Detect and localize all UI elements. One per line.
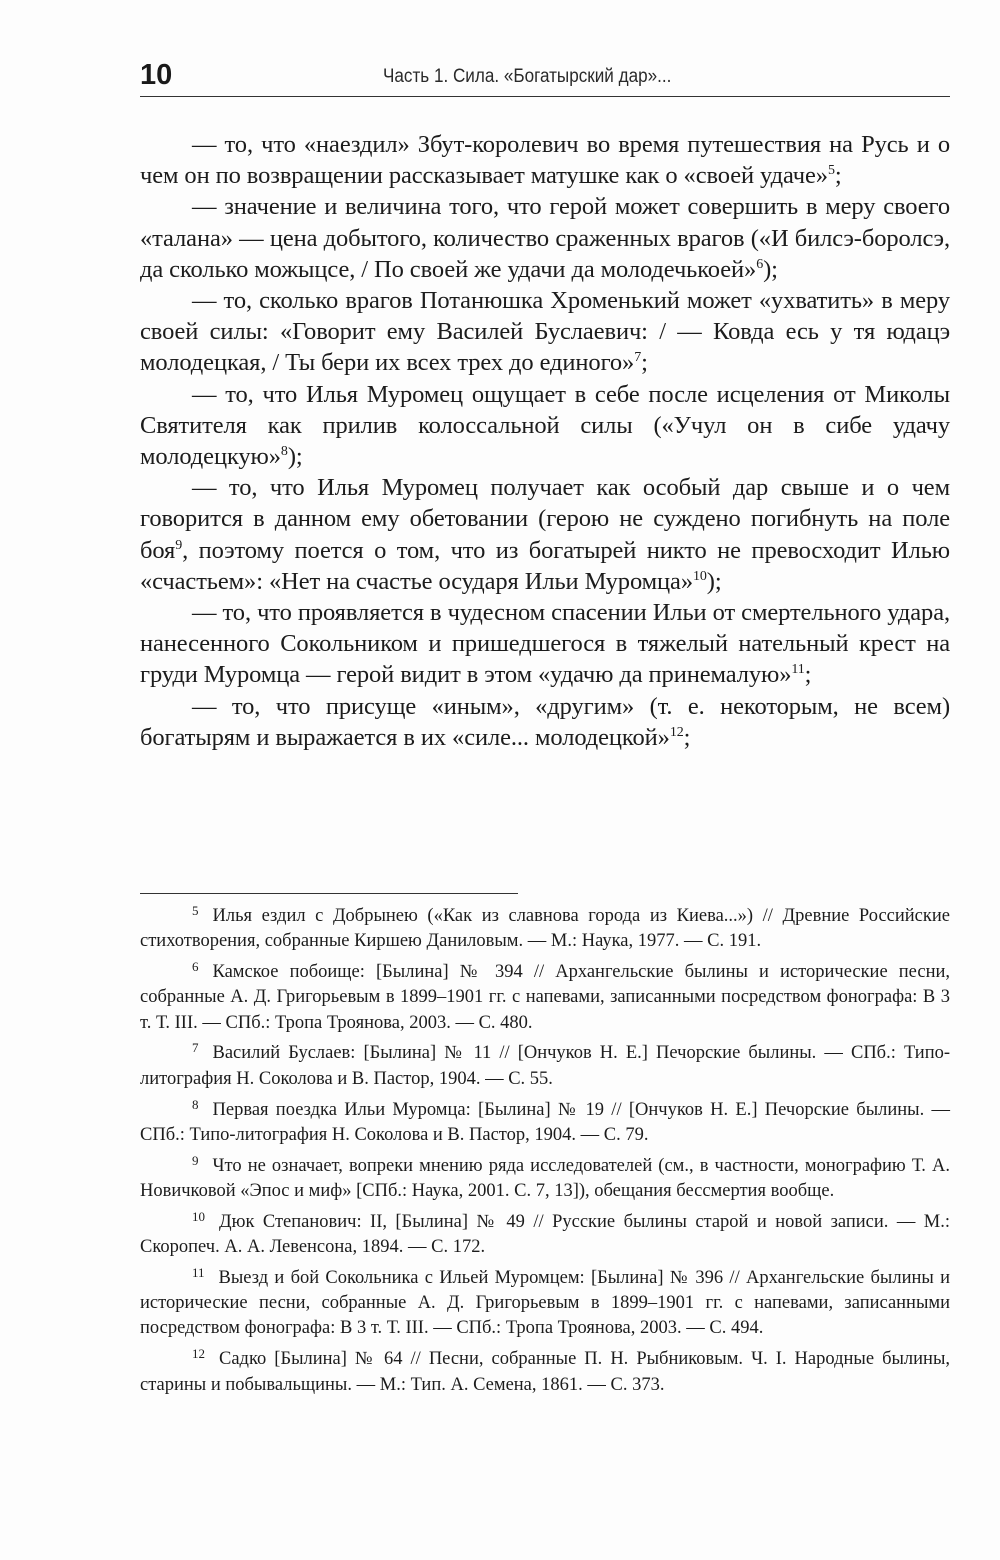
footnote-number: 8 bbox=[192, 1096, 199, 1112]
footnote-number: 6 bbox=[192, 959, 199, 975]
running-head: Часть 1. Сила. «Богатырский дар»... bbox=[383, 66, 672, 87]
body-paragraph: — то, что Илья Муромец получает как особый дар свыше и о чем говорится в данном ему обетовании (герою не суждено погибнуть на поле боя$^9$, поэтому поется о том, что из богатырей никто не превосходит Илью «счастьем»: «Нет на счастье осударя Ильи Муромца»$^{10}$); bbox=[140, 474, 950, 595]
footnote-number: 7 bbox=[192, 1040, 199, 1056]
footnote-number: 10 bbox=[192, 1208, 205, 1224]
footnote-ref: 9 bbox=[175, 537, 183, 553]
footnote bbox=[140, 960, 950, 1036]
footnote-text: Камское побоище: [Былина] № 394 // Архангельские былины и исторические песни, собранные А. Д. Григорьевым в 1899–1901 гг. с напевами, записанными посредством фонографа: В 3 т. Т. III. — СПб.: Тропа Троянова, 2003. — С. 480. bbox=[140, 962, 950, 1033]
footnote bbox=[140, 1347, 950, 1398]
footnote-number: 5 bbox=[192, 903, 199, 918]
footnote bbox=[140, 1098, 950, 1149]
footnote bbox=[140, 904, 950, 955]
body-paragraph: — то, что проявляется в чудесном спасении Ильи от смертельного удара, нанесенного Сокольником и пришедшегося в тяжелый нательный крест на груди Муромца — герой видит в этом «удачю да принемалую»$^{11}$; bbox=[140, 599, 950, 689]
footnote-separator bbox=[140, 893, 518, 894]
main-text bbox=[140, 129, 950, 753]
footnote bbox=[140, 1154, 950, 1205]
footnote-number: 9 bbox=[192, 1152, 199, 1168]
footnote-ref: 7 bbox=[634, 350, 642, 366]
body-paragraph: — то, что «наездил» Збут-королевич во время путешествия на Русь и о чем он по возвращении рассказывает матушке как о «своей удаче»$^5$; bbox=[140, 131, 950, 190]
footnote bbox=[140, 1266, 950, 1342]
footnote-text: Илья ездил с Добрынею («Как из славнова города из Киева...») // Древние Российские стихотворения, собранные Киршею Даниловым. — М.: Наука, 1977. — С. 191. bbox=[140, 906, 950, 952]
page-header bbox=[140, 56, 950, 97]
footnote bbox=[140, 1210, 950, 1261]
footnote-ref: 12 bbox=[669, 724, 684, 740]
footnote-number: 11 bbox=[192, 1264, 205, 1280]
footnote-text: Что не означает, вопреки мнению ряда исследователей (см., в частности, монографию Т. А. Новичковой «Эпос и миф» [СПб.: Наука, 2001. С. 7, 13]), обещания бессмертия вообще. bbox=[140, 1155, 950, 1201]
footnote-ref: 10 bbox=[692, 568, 707, 584]
page-number: 10 bbox=[140, 59, 173, 91]
footnote-text: Садко [Былина] № 64 // Песни, собранные П. Н. Рыбниковым. Ч. I. Народные былины, старины и побывальщины. — М.: Тип. А. Семена, 1861. — С. 373. bbox=[140, 1349, 950, 1395]
footnote-text: Василий Буслаев: [Былина] № 11 // [Ончуков Н. Е.] Печорские былины. — СПб.: Типо-литография Н. Соколова и В. Пастор, 1904. — С. 55. bbox=[140, 1043, 950, 1089]
body-paragraph: — то, сколько врагов Потанюшка Хроменький может «ухватить» в меру своей силы: «Говорит ему Василей Буслаевич: / — Ковда есь у тя юдацэ молодецкая, / Ты бери их всех трех до единого»$^7$; bbox=[140, 287, 950, 377]
footnote-ref: 11 bbox=[791, 662, 805, 678]
footnote-text: Дюк Степанович: II, [Былина] № 49 // Русские былины старой и новой записи. — М.: Скоропеч. А. А. Левенсона, 1894. — С. 172. bbox=[140, 1211, 950, 1258]
body-paragraph: — то, что присуще «иным», «другим» (т. е. некоторым, не всем) богатырям и выражается в их «силе... молодецкой»$^{12}$; bbox=[140, 692, 950, 751]
footnote bbox=[140, 1041, 950, 1092]
footnote-text: Первая поездка Ильи Муромца: [Былина] № 19 // [Ончуков Н. Е.] Печорские былины. — СПб.: Типо-литография Н. Соколова и В. Пастор, 1904. — С. 79. bbox=[140, 1099, 950, 1145]
footnote-ref: 8 bbox=[280, 444, 288, 460]
body-paragraph: — то, что Илья Муромец ощущает в себе после исцеления от Миколы Святителя как прилив колоссальной силы («Учул он в сибе удачу молодецкую»$^8$); bbox=[140, 380, 950, 471]
footnote-number: 12 bbox=[192, 1346, 205, 1362]
footnote-text: Выезд и бой Сокольника с Ильей Муромцем: [Былина] № 396 // Архангельские былины и исторические песни, собранные А. Д. Григорьевым в 1899–1901 гг. с напевами, записанными посредством фонографа: В 3 т. Т. III. — СПб.: Тропа Троянова, 2003. — С. 494. bbox=[140, 1267, 950, 1339]
footnote-ref: 6 bbox=[756, 256, 764, 272]
footnote-ref: 5 bbox=[827, 163, 835, 179]
body-paragraph: — значение и величина того, что герой может совершить в меру своего «талана» — цена добытого, количество сраженных врагов («И билсэ-боролсэ, да сколько можыцсе, / По своей же удачи да молодечькоей»$^6$); bbox=[140, 193, 950, 283]
footnotes bbox=[140, 904, 950, 1403]
